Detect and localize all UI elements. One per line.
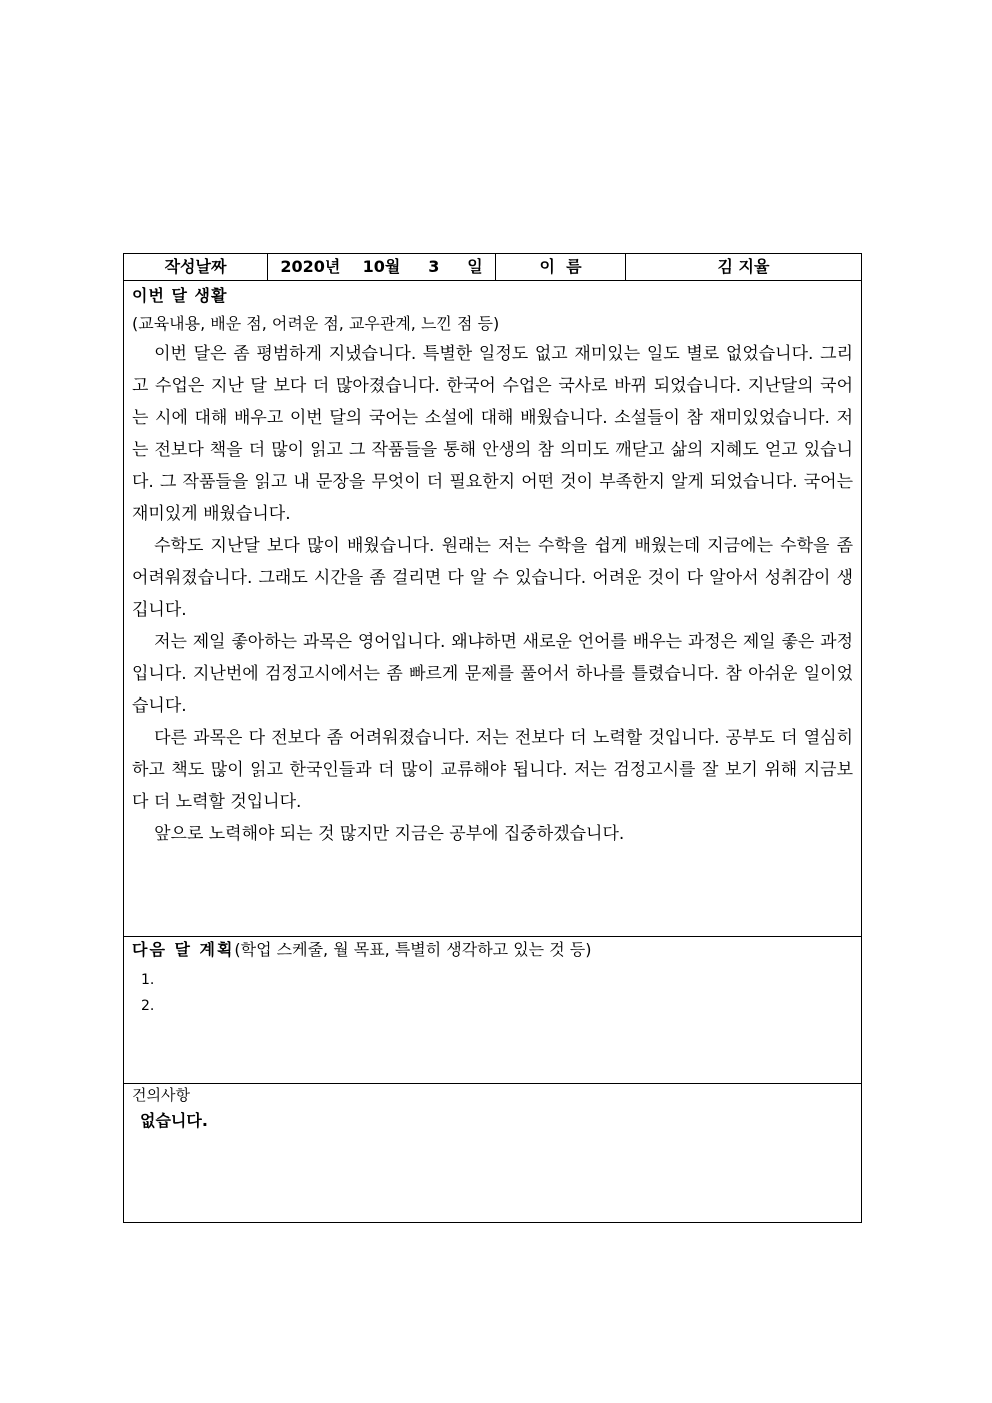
next-month-row xyxy=(124,937,862,1084)
this-month-subtitle: (교육내용, 배운 점, 어려운 점, 교우관계, 느낀 점 등) xyxy=(132,314,500,333)
name-label: 이 름 xyxy=(496,254,626,281)
date-day-unit: 일 xyxy=(467,257,483,276)
this-month-cell xyxy=(124,281,862,937)
suggestions-body: 없습니다. xyxy=(140,1111,208,1130)
header-row xyxy=(124,254,862,281)
next-month-subtitle: (학업 스케줄, 월 목표, 특별히 생각하고 있는 것 등) xyxy=(234,940,592,959)
this-month-title: 이번 달 생활 xyxy=(132,286,228,305)
date-month: 10월 xyxy=(362,257,401,276)
suggestions-cell xyxy=(124,1084,862,1223)
suggestions-title: 건의사항 xyxy=(132,1086,190,1104)
name-value: 김 지율 xyxy=(626,254,862,281)
paragraph: 앞으로 노력해야 되는 것 많지만 지금은 공부에 집중하겠습니다. xyxy=(154,824,625,844)
paragraph: 다른 과목은 다 전보다 좀 어려워졌습니다. 저는 전보다 더 노력할 것입니다. 공부도 더 열심히 하고 책도 많이 읽고 한국인들과 더 많이 교류해야 됩니다. 저는 검정고시를 잘 보기 위해 지금보다 더 노력할 것입니다. xyxy=(132,728,853,812)
date-value xyxy=(268,254,496,281)
date-day: 3 xyxy=(428,257,440,276)
paragraph: 수학도 지난달 보다 많이 배웠습니다. 원래는 저는 수학을 쉽게 배웠는데 지금에는 수학을 좀 어려워졌습니다. 그래도 시간을 좀 걸리면 다 알 수 있습니다. 어려운 것이 다 알아서 성취감이 생깁니다. xyxy=(132,536,853,620)
list-item: 1. xyxy=(141,972,155,988)
list-item: 2. xyxy=(141,998,155,1014)
this-month-body xyxy=(124,338,861,850)
paragraph: 저는 제일 좋아하는 과목은 영어입니다. 왜냐하면 새로운 언어를 배우는 과정은 제일 좋은 과정입니다. 지난번에 검정고시에서는 좀 빠르게 문제를 풀어서 하나를 틀렸습니다. 참 아쉬운 일이었습니다. xyxy=(132,632,853,716)
date-label: 작성날짜 xyxy=(124,254,268,281)
plan-list xyxy=(124,967,861,1019)
suggestions-row xyxy=(124,1084,862,1223)
monthly-report-form xyxy=(123,253,861,1223)
next-month-title: 다음 달 계획 xyxy=(132,940,235,959)
paragraph: 이번 달은 좀 평범하게 지냈습니다. 특별한 일정도 없고 재미있는 일도 별로 없었습니다. 그리고 수업은 지난 달 보다 더 많아졌습니다. 한국어 수업은 국사로 바뀌 되었습니다. 지난달의 국어는 시에 대해 배우고 이번 달의 국어는 소설에 대해 배웠습니다. 소설들이 참 재미있었습니다. 저는 전보다 책을 더 많이 읽고 그 작품들을 통해 안생의 참 의미도 깨닫고 삶의 지혜도 얻고 있습니다. 그 작품들을 읽고 내 문장을 무엇이 더 필요한지 어떤 것이 부족한지 알게 되었습니다. 국어는 재미있게 배웠습니다. xyxy=(132,344,853,524)
date-year: 2020년 xyxy=(280,257,341,276)
this-month-row xyxy=(124,281,862,937)
next-month-heading xyxy=(124,937,861,961)
report-table xyxy=(123,253,862,1223)
next-month-cell xyxy=(124,937,862,1084)
